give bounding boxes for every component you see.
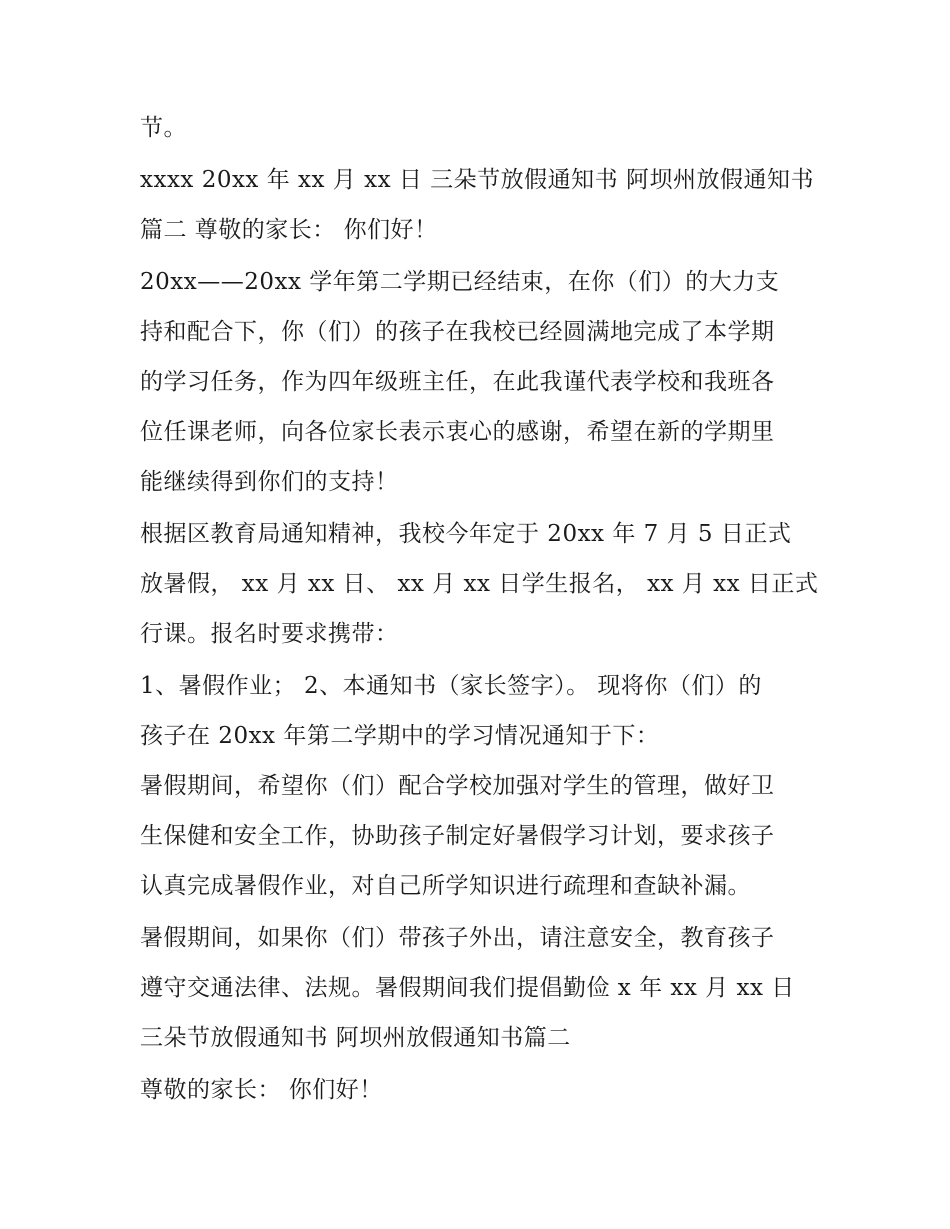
text-line-12: 1、暑假作业； 2、本通知书（家长签字）。 现将你（们）的: [140, 673, 762, 699]
text-line-1: 节。: [140, 115, 187, 141]
text-line-10: 放暑假， xx 月 xx 日、 xx 月 xx 日学生报名， xx 月 xx 日正式: [140, 571, 819, 597]
text-line-14: 暑假期间，希望你（们）配合学校加强对学生的管理，做好卫: [140, 773, 775, 799]
text-line-2: xxxx 20xx 年 xx 月 xx 日 三朵节放假通知书 阿坝州放假通知书: [140, 167, 814, 193]
text-line-20: 尊敬的家长： 你们好！: [140, 1077, 383, 1103]
text-line-5: 持和配合下，你（们）的孩子在我校已经圆满地完成了本学期: [140, 319, 775, 345]
text-line-19: 三朵节放假通知书 阿坝州放假通知书篇二: [140, 1025, 571, 1051]
text-line-18: 遵守交通法律、法规。暑假期间我们提倡勤俭 x 年 xx 月 xx 日: [140, 975, 795, 1001]
text-line-9: 根据区教育局通知精神，我校今年定于 20xx 年 7 月 5 日正式: [140, 521, 792, 547]
text-line-11: 行课。报名时要求携带：: [140, 621, 399, 647]
text-line-8: 能继续得到你们的支持！: [140, 469, 399, 495]
text-line-15: 生保健和安全工作，协助孩子制定好暑假学习计划，要求孩子: [140, 823, 775, 849]
text-line-6: 的学习任务，作为四年级班主任，在此我谨代表学校和我班各: [140, 369, 775, 395]
text-line-7: 位任课老师，向各位家长表示衷心的感谢，希望在新的学期里: [140, 419, 775, 445]
text-line-4: 20xx——20xx 学年第二学期已经结束，在你（们）的大力支: [140, 269, 780, 295]
text-line-13: 孩子在 20xx 年第二学期中的学习情况通知于下：: [140, 723, 660, 749]
text-line-16: 认真完成暑假作业，对自己所学知识进行疏理和查缺补漏。: [140, 873, 751, 899]
text-line-17: 暑假期间，如果你（们）带孩子外出，请注意安全，教育孩子: [140, 925, 775, 951]
text-line-3: 篇二 尊敬的家长： 你们好！: [140, 217, 438, 243]
